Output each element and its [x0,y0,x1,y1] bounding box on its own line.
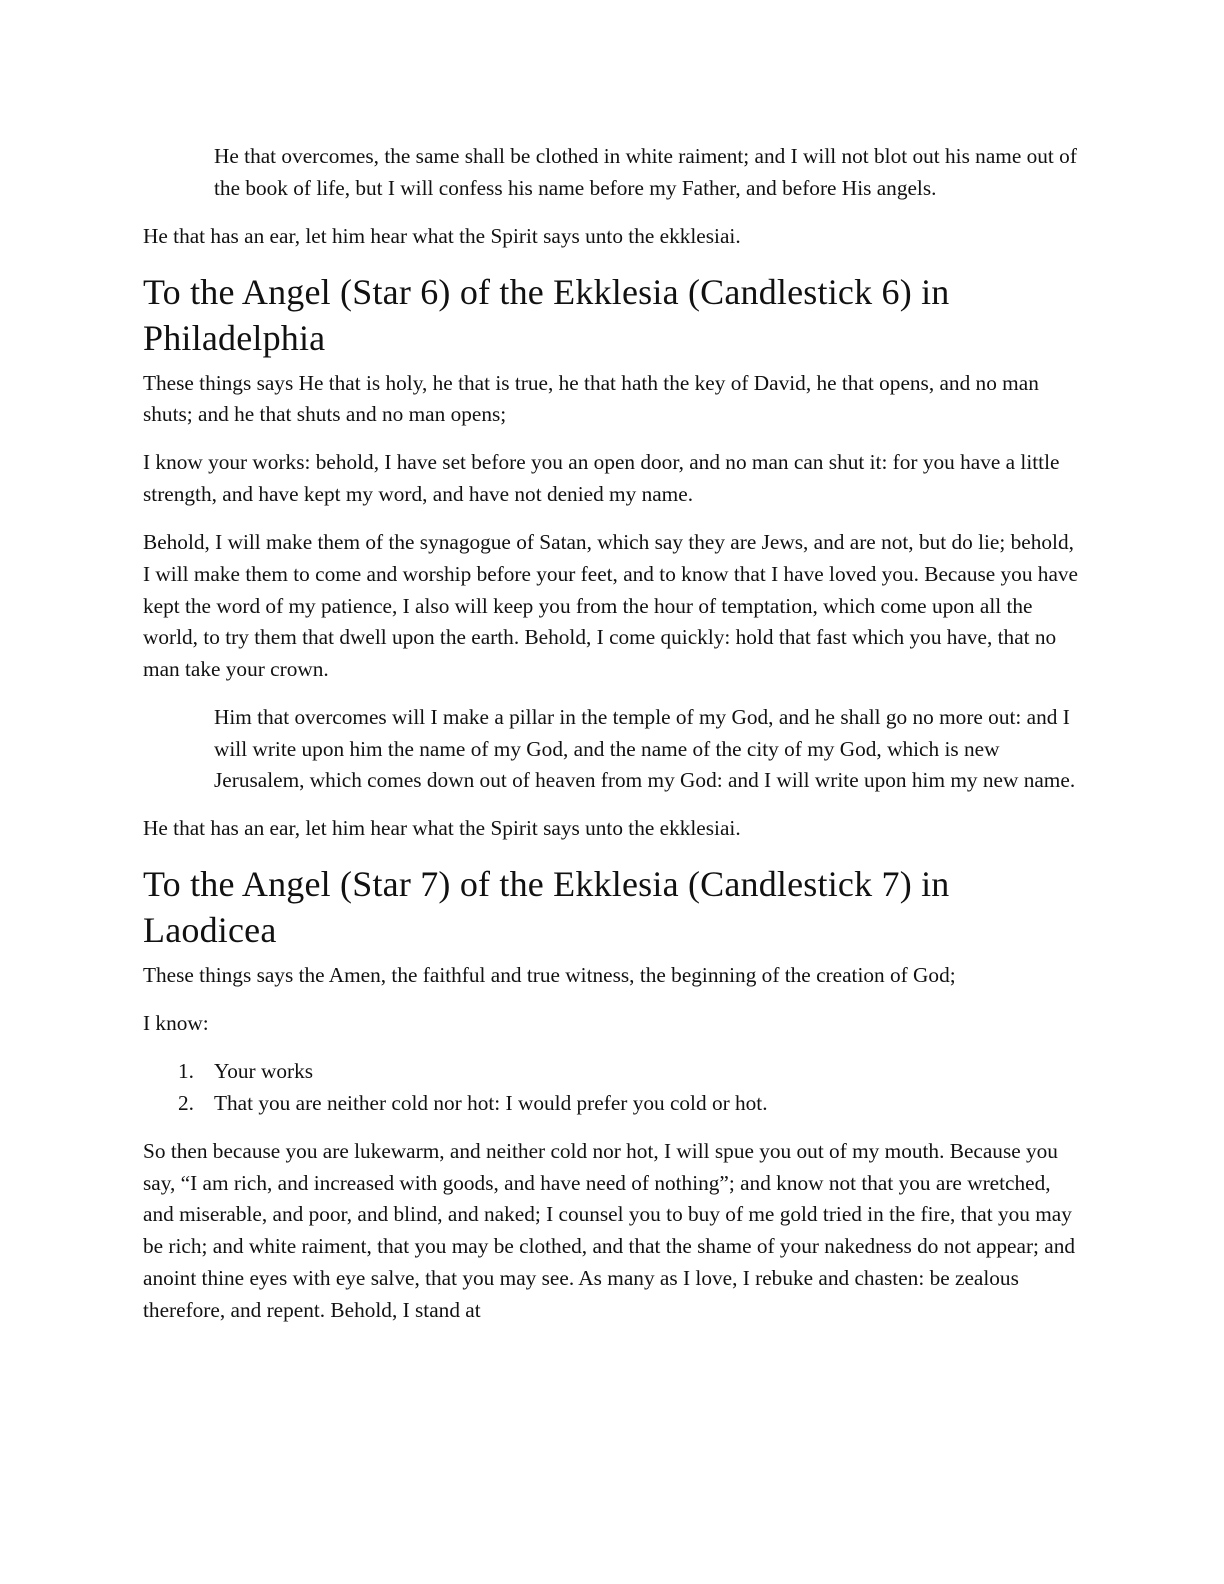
paragraph: I know your works: behold, I have set before you an open door, and no man can shut it: for you have a little strength, and have kept my word, and have not denied my name. [143,450,1060,507]
section-heading-laodicea: To the Angel (Star 7) of the Ekklesia (Candlestick 7) in Laodicea [143,864,950,951]
block-quote: He that overcomes, the same shall be clothed in white raiment; and I will not blot out his name out of the book of life, but I will confess his name before my Father, and before His angels. [214,144,1077,200]
section-heading-philadelphia: To the Angel (Star 6) of the Ekklesia (Candlestick 6) in Philadelphia [143,271,950,358]
list-item-text: Your works [214,1059,314,1084]
paragraph: These things says He that is holy, he that is true, he that hath the key of David, he that opens, and no man shuts; and he that shuts and no man opens; [143,370,1039,427]
paragraph: These things says the Amen, the faithful and true witness, the beginning of the creation of God; [143,963,956,988]
paragraph: Behold, I will make them of the synagogue of Satan, which say they are Jews, and are not, but do lie; behold, I will make them to come and worship before your feet, and to know that I have loved you. Because you have kept the word of my patience, I also will keep you from the hour of temptation, which come upon all the world, to try them that dwell upon the earth. Behold, I come quickly: hold that fast which you have, that no man take your crown. [143,530,1079,681]
paragraph: He that has an ear, let him hear what the Spirit says unto the ekklesiai. [143,223,741,248]
list-item-number: 1. [178,1059,194,1084]
paragraph: I know: [143,1011,209,1036]
list-item [143,1056,1083,1088]
list-item [143,1088,1083,1120]
list-item-text: That you are neither cold nor hot: I would prefer you cold or hot. [214,1091,768,1116]
document-body [143,141,1083,1343]
numbered-list [143,1056,1083,1119]
list-item-number: 2. [178,1091,194,1116]
paragraph: He that has an ear, let him hear what the Spirit says unto the ekklesiai. [143,816,741,841]
paragraph: So then because you are lukewarm, and neither cold nor hot, I will spue you out of my mouth. Because you say, “I am rich, and increased with goods, and have need of nothing”; and know not that you are wretched, and miserable, and poor, and blind, and naked; I counsel you to buy of me gold tried in the fire, that you may be rich; and white raiment, that you may be clothed, and that the shame of your nakedness do not appear; and anoint thine eyes with eye salve, that you may see. As many as I love, I rebuke and chasten: be zealous therefore, and repent. Behold, I stand at [143,1139,1076,1322]
block-quote: Him that overcomes will I make a pillar in the temple of my God, and he shall go no more out: and I will write upon him the name of my God, and the name of the city of my God, which is new Jerusalem, which comes down out of heaven from my God: and I will write upon him my new name. [214,704,1076,793]
